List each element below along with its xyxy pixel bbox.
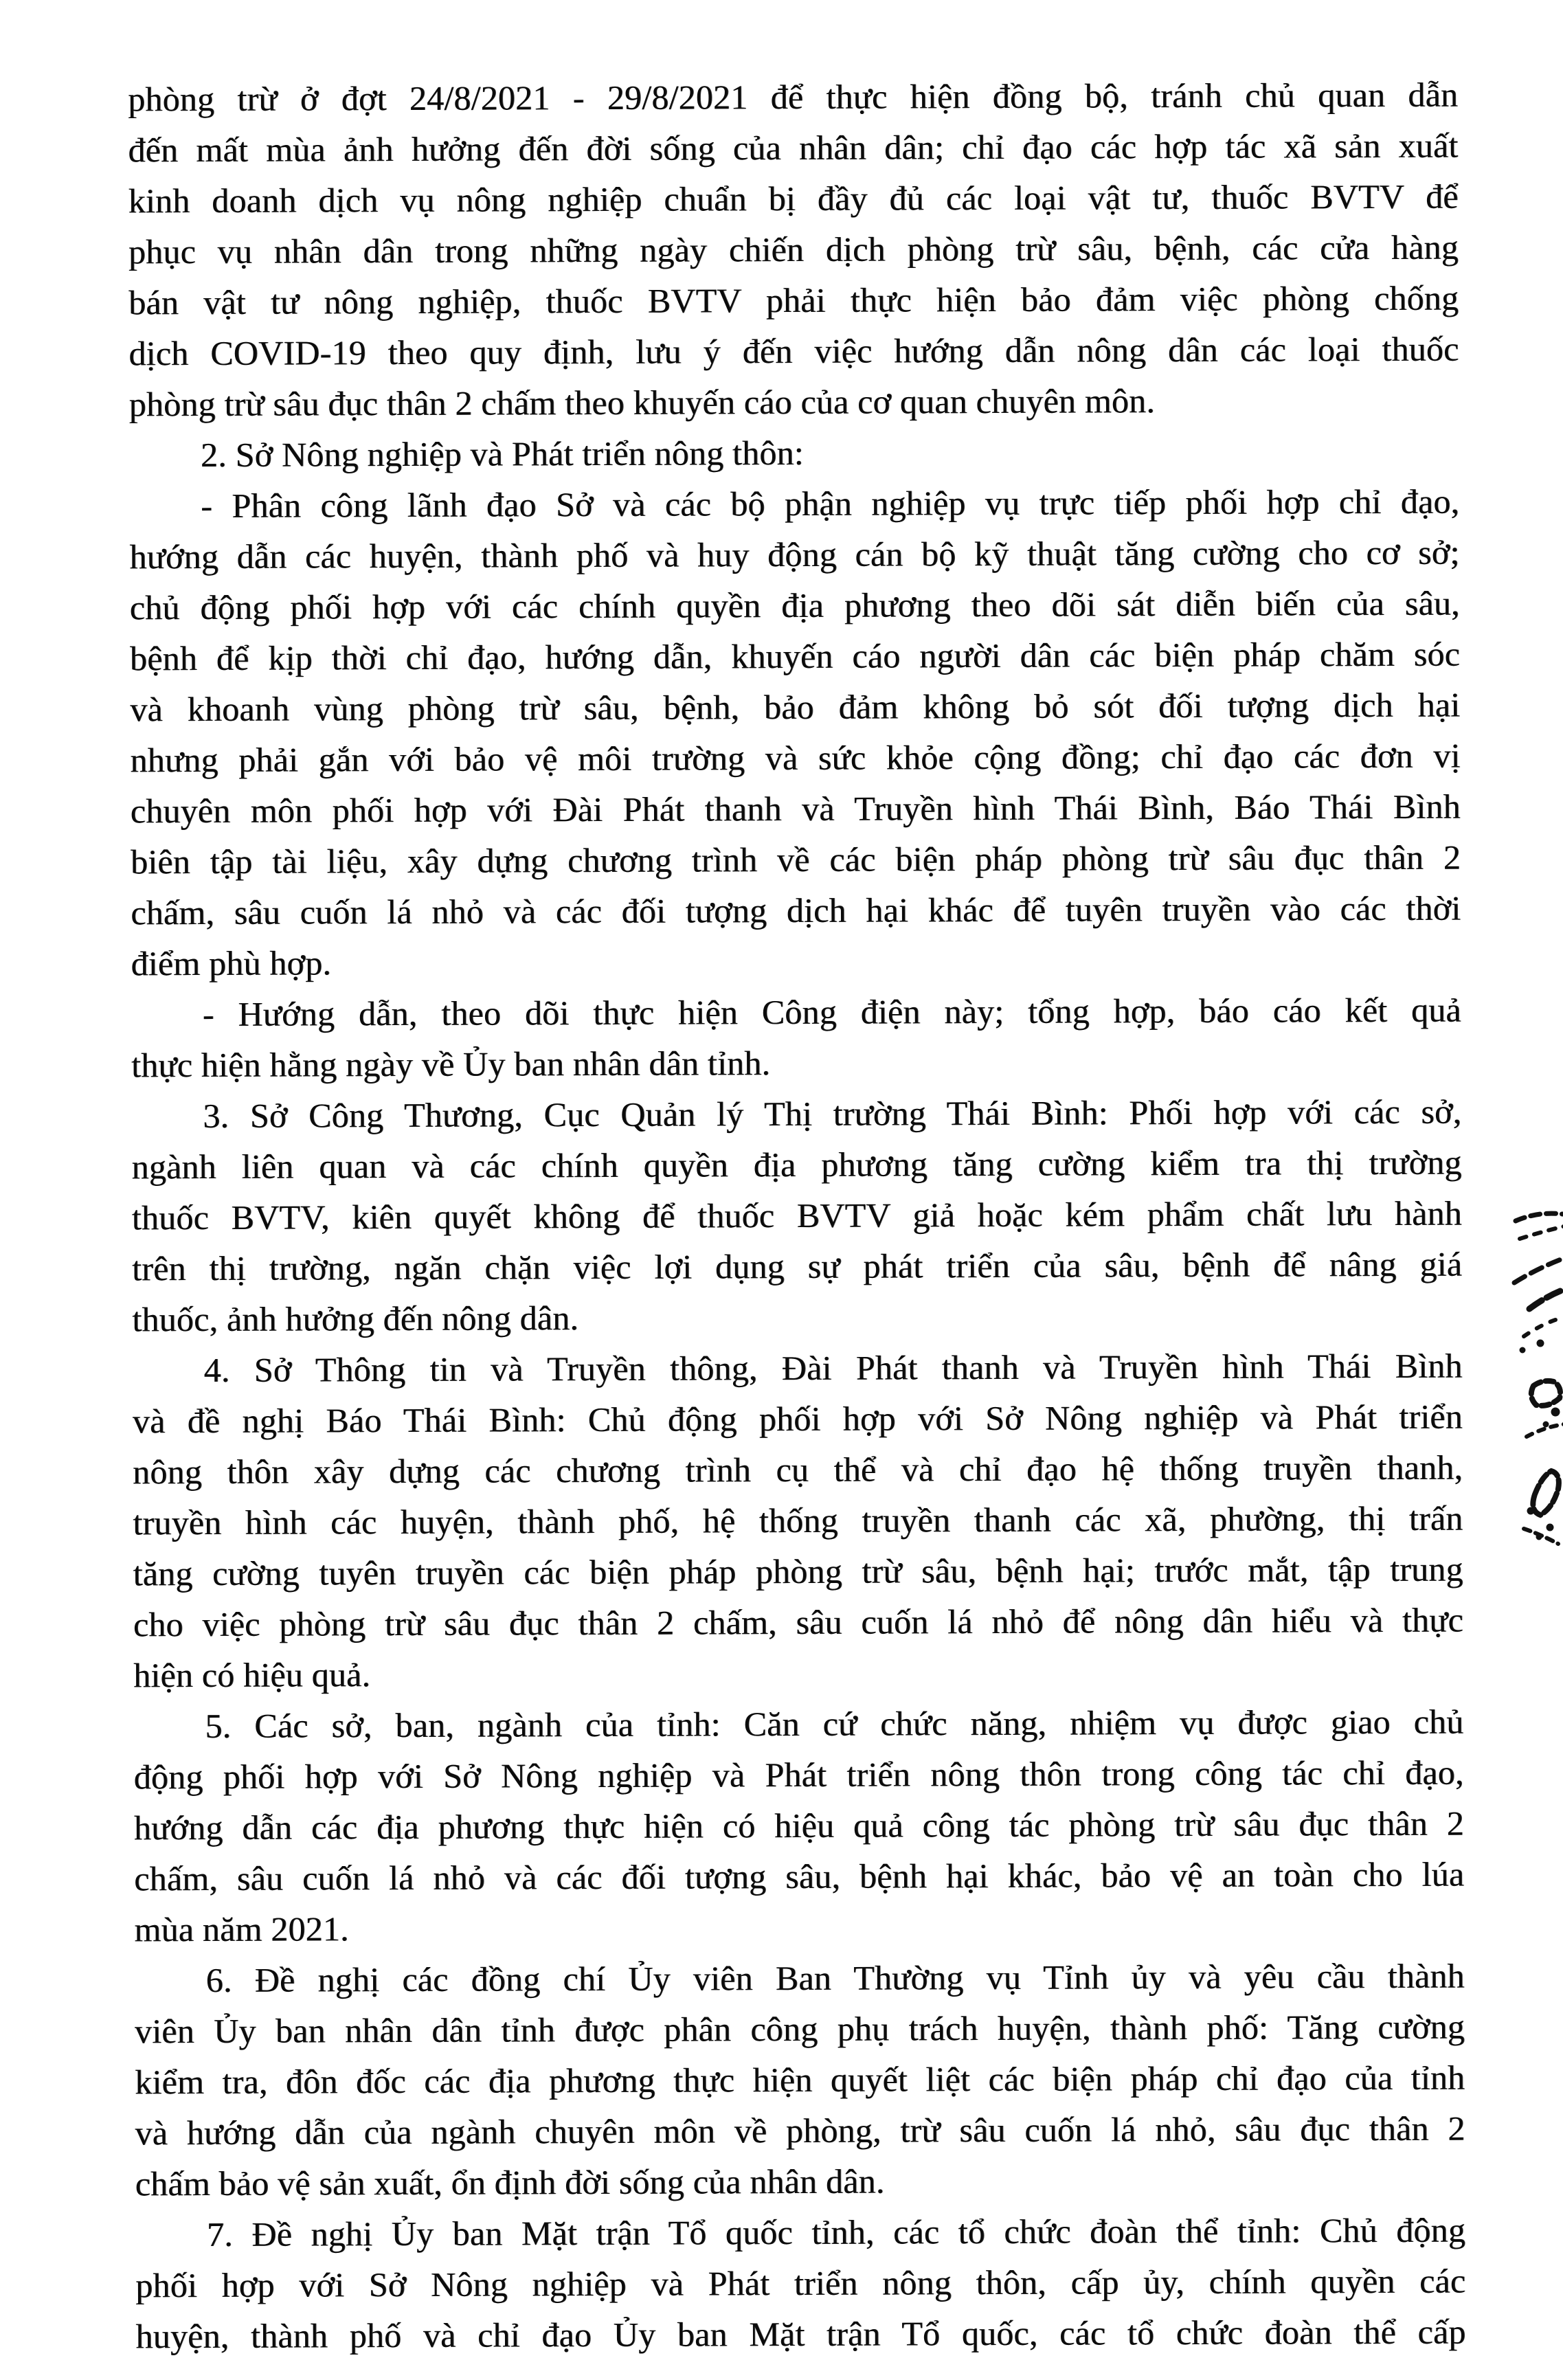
paragraph [128,69,1459,430]
text-line: huyện, thành phố và chỉ đạo Ủy ban Mặt trận Tổ quốc, các tổ chức đoàn thể cấp [135,2312,1466,2356]
text-line: chuyên môn phối hợp với Đài Phát thanh và Truyền hình Thái Bình, Báo Thái Bình [130,787,1461,831]
text-line: và đề nghị Báo Thái Bình: Chủ động phối hợp với Sở Nông nghiệp và Phát triển [132,1397,1463,1441]
text-line: và khoanh vùng phòng trừ sâu, bệnh, bảo đảm không bỏ sót đối tượng dịch hại [130,685,1461,729]
text-line: bán vật tư nông nghiệp, thuốc BVTV phải thực hiện bảo đảm việc phòng chống [128,278,1459,322]
text-line: phối hợp với Sở Nông nghiệp và Phát triển nông thôn, cấp ủy, chính quyền các [135,2261,1466,2305]
text-line: và hướng dẫn của ngành chuyên môn về phòng, trừ sâu cuốn lá nhỏ, sâu đục thân 2 [135,2109,1465,2153]
paragraph [129,476,1461,989]
text-line: điểm phù hợp. [131,943,332,983]
text-line: chấm, sâu cuốn lá nhỏ và các đối tượng sâu, bệnh hại khác, bảo vệ an toàn cho lúa [134,1854,1465,1898]
text-line: - Phân công lãnh đạo Sở và các bộ phận nghiệp vụ trực tiếp phối hợp chỉ đạo, [201,482,1460,526]
text-line: nông thôn xây dựng các chương trình cụ thể và chỉ đạo hệ thống truyền thanh, [133,1448,1463,1492]
text-line: 3. Sở Công Thương, Cục Quản lý Thị trường Thái Bình: Phối hợp với các sở, [203,1092,1462,1136]
text-line: cho việc phòng trừ sâu đục thân 2 chấm, sâu cuốn lá nhỏ để nông dân hiểu và thực [133,1600,1463,1644]
text-line: ngành liên quan và các chính quyền địa phương tăng cường kiểm tra thị trường [131,1143,1462,1187]
text-line: thực hiện hằng ngày về Ủy ban nhân dân tỉnh. [131,1044,771,1085]
ink-smudge-artifact [1510,1206,1563,1549]
text-line: 7. Đề nghị Ủy ban Mặt trận Tổ quốc tỉnh, các tổ chức đoàn thể tỉnh: Chủ động [206,2210,1466,2254]
text-line: chủ động phối hợp với các chính quyền địa phương theo dõi sát diễn biến của sâu, [129,583,1460,627]
text-line: phục vụ nhân dân trong những ngày chiến dịch phòng trừ sâu, bệnh, các cửa hàng [128,227,1459,271]
text-line: trên thị trường, ngăn chặn việc lợi dụng sự phát triển của sâu, bệnh để nâng giá [131,1244,1463,1288]
text-line: - Hướng dẫn, theo dõi thực hiện Công điện này; tổng hợp, báo cáo kết quả [202,990,1461,1034]
text-line: kiểm tra, đôn đốc các địa phương thực hiện quyết liệt các biện pháp chỉ đạo của tỉnh [135,2058,1465,2102]
text-line: 2. Sở Nông nghiệp và Phát triển nông thôn: [200,433,804,475]
paragraph [132,1340,1463,1701]
paragraph [129,425,1459,481]
text-line: phòng trừ ở đợt 24/8/2021 - 29/8/2021 để thực hiện đồng bộ, tránh chủ quan dẫn [128,75,1459,119]
text-line: viên Ủy ban nhân dân tỉnh được phân công phụ trách huyện, thành phố: Tăng cường [134,2007,1465,2051]
text-line: hướng dẫn các huyện, thành phố và huy động cán bộ kỹ thuật tăng cường cho cơ sở; [129,532,1460,576]
text-line: chấm bảo vệ sản xuất, ổn định đời sống của nhân dân. [135,2162,885,2203]
text-line: dịch COVID-19 theo quy định, lưu ý đến việc hướng dẫn nông dân các loại thuốc [128,329,1459,373]
document-body [128,69,1466,2362]
text-line: chấm, sâu cuốn lá nhỏ và các đối tượng dịch hại khác để tuyên truyền vào các thời [131,888,1461,932]
text-line: truyền hình các huyện, thành phố, hệ thống truyền thanh các xã, phường, thị trấn [133,1498,1463,1542]
text-line: đến mất mùa ảnh hưởng đến đời sống của nhân dân; chỉ đạo các hợp tác xã sản xuất [128,126,1459,170]
text-line: thuốc BVTV, kiên quyết không để thuốc BVTV giả hoặc kém phẩm chất lưu hành [131,1193,1462,1237]
text-line: bệnh để kịp thời chỉ đạo, hướng dẫn, khuyến cáo người dân các biện pháp chăm sóc [129,634,1461,678]
paragraph [135,2205,1466,2362]
text-line: 4. Sở Thông tin và Truyền thông, Đài Phát thanh và Truyền hình Thái Bình [203,1346,1463,1390]
text-line: nhưng phải gắn với bảo vệ môi trường và sức khỏe cộng đồng; chỉ đạo các đơn vị [130,736,1461,780]
text-line: 6. Đề nghị các đồng chí Ủy viên Ban Thường vụ Tỉnh ủy và yêu cầu thành [205,1956,1465,1999]
text-line: hướng dẫn các địa phương thực hiện có hiệu quả công tác phòng trừ sâu đục thân 2 [133,1804,1465,1848]
paragraph [135,1951,1465,2210]
text-line: phòng trừ sâu đục thân 2 chấm theo khuyến cáo của cơ quan chuyên môn. [128,381,1156,424]
paragraph [131,985,1462,1091]
text-line: biên tập tài liệu, xây dựng chương trình về các biện pháp phòng trừ sâu đục thân 2 [130,838,1461,882]
text-line: thuốc, ảnh hưởng đến nông dân. [132,1299,579,1339]
paragraph [131,1086,1462,1345]
text-line: kinh doanh dịch vụ nông nghiệp chuẩn bị đầy đủ các loại vật tư, thuốc BVTV để [128,177,1459,221]
text-line: động phối hợp với Sở Nông nghiệp và Phát triển nông thôn trong công tác chỉ đạo, [133,1753,1464,1797]
text-line: hiện có hiệu quả. [133,1655,371,1695]
text-line: 5. Các sở, ban, ngành của tỉnh: Căn cứ chức năng, nhiệm vụ được giao chủ [205,1702,1464,1746]
text-line: mùa năm 2021. [134,1909,349,1949]
text-line: tăng cường tuyên truyền các biện pháp phòng trừ sâu, bệnh hại; trước mắt, tập trung [133,1549,1463,1593]
paragraph [133,1696,1464,1955]
